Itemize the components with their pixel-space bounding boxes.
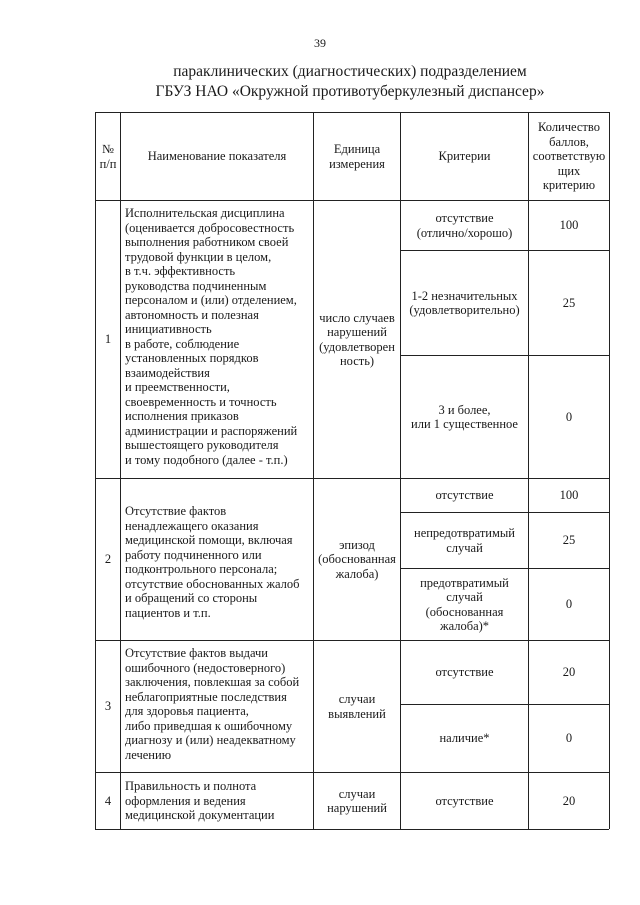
row-3-criterion-2: наличие* <box>439 731 490 746</box>
row-3-score-1: 20 <box>562 665 576 680</box>
row-2-criterion-2: непредотвратимый случай <box>414 526 515 555</box>
row-2-criterion-3: предотвратимый случай (обоснованная жалоба)* <box>420 575 509 633</box>
row-1-num: 1 <box>104 332 112 347</box>
row-4-score-1: 20 <box>562 793 576 808</box>
row-1-criterion-1: отсутствие (отлично/хорошо) <box>416 211 513 240</box>
row-2-name: Отсутствие фактов ненадлежащего оказания медицинской помощи, включая работу подчиненного или подконтрольного персонала; отсутствие обоснованных жалоб и обращений со стороны пациентов и т.п. <box>125 504 300 620</box>
table-border-bottom <box>95 829 609 830</box>
header-num: № п/п <box>99 142 117 171</box>
row-3-score-2: 0 <box>565 731 573 746</box>
row-2-score-3: 0 <box>565 597 573 612</box>
header-name: Наименование показателя <box>147 149 287 164</box>
row-1-criterion-3: 3 и более, или 1 существенное <box>411 402 518 431</box>
row-2-unit: эпизод (обоснованная жалоба) <box>318 537 396 581</box>
row-2-criterion-1: отсутствие <box>435 488 494 503</box>
row-2-num: 2 <box>104 552 112 567</box>
row-3-num: 3 <box>104 699 112 714</box>
row-3-unit: случаи выявлений <box>328 692 386 721</box>
row-2-score-1: 100 <box>559 488 579 503</box>
row-1-criterion-2: 1-2 незначительных (удовлетворительно) <box>409 288 520 317</box>
row-1-score-1: 100 <box>559 218 579 233</box>
row-4-unit: случаи нарушений <box>327 786 387 815</box>
row-1-unit: число случаев нарушений (удовлетворен ность) <box>319 310 395 368</box>
row-3-name: Отсутствие фактов выдачи ошибочного (недостоверного) заключения, повлекшая за собой неблагоприятные последствия для здоровья пациента, либо приведшая к ошибочному диагнозу и (или) неадекватному лечению <box>125 646 300 762</box>
column-border <box>120 112 121 829</box>
document-title-line-1: параклинических (диагностических) подразделением <box>173 63 527 80</box>
column-border <box>609 112 610 829</box>
row-4-name: Правильность и полнота оформления и ведения медицинской документации <box>125 779 275 822</box>
row-1-score-3: 0 <box>565 409 573 424</box>
row-4-criterion-1: отсутствие <box>435 793 494 808</box>
row-1-name: Исполнительская дисциплина (оценивается добросовестность выполнения работником своей трудовой функции в целом, в т.ч. эффективность руководства подчиненным персоналом и (или) отделением, автономность и полезная инициативность в работе, соблюдение установленных порядков взаимодействия и преемственности, своевременность и точность исполнения приказов администрации и распоряжений вышестоящего руководителя и тому подобного (далее - т.п.) <box>125 206 298 467</box>
header-score: Количество баллов, соответствую щих критерию <box>532 120 606 193</box>
row-1-score-2: 25 <box>562 295 576 310</box>
row-2-score-2: 25 <box>562 533 576 548</box>
page-number: 39 <box>314 36 326 50</box>
header-criteria: Критерии <box>438 149 491 164</box>
row-3-criterion-1: отсутствие <box>435 665 494 680</box>
header-unit: Единица измерения <box>329 142 385 171</box>
document-title-line-2: ГБУЗ НАО «Окружной противотуберкулезный диспансер» <box>155 83 545 100</box>
row-4-num: 4 <box>104 793 112 808</box>
